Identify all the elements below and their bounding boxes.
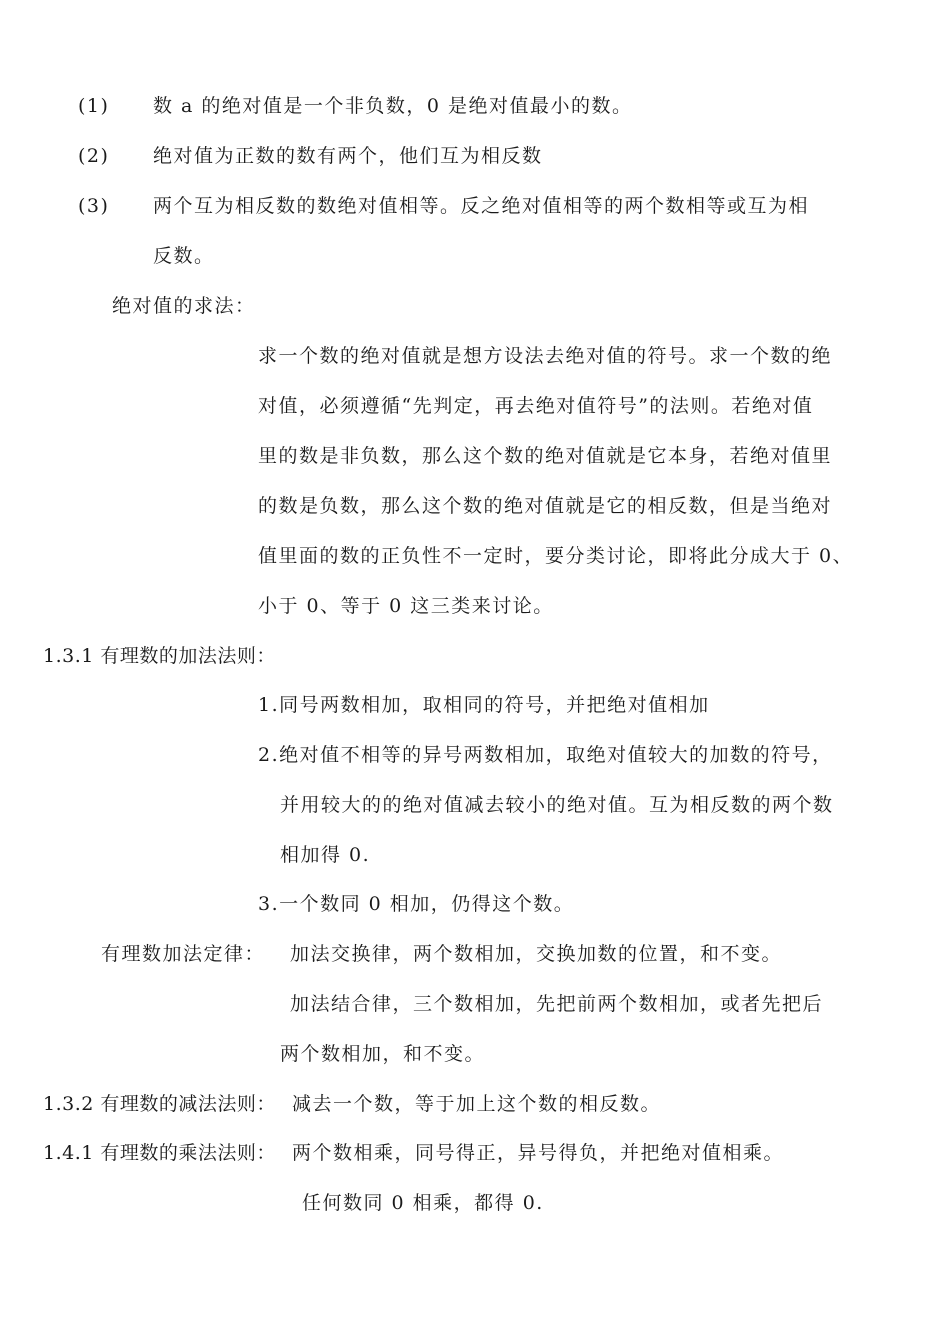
- list-item-2: 绝对值为正数的数有两个，他们互为相反数: [153, 145, 543, 167]
- list-number-3: (3): [78, 195, 110, 217]
- abs-method-line-6: 小于 0、等于 0 这三类来讨论。: [258, 595, 554, 617]
- list-number-1: (1): [78, 95, 110, 117]
- multiplication-rule: 两个数相乘，同号得正，异号得负，并把绝对值相乘。: [292, 1142, 785, 1164]
- addition-rule-2-line-2: 并用较大的的绝对值减去较小的绝对值。互为相反数的两个数: [280, 794, 834, 816]
- addition-rule-3: 3.一个数同 0 相加，仍得这个数。: [258, 893, 575, 915]
- multiplication-heading: 1.4.1 有理数的乘法法则：: [43, 1142, 276, 1164]
- abs-method-line-3: 里的数是非负数，那么这个数的绝对值就是它本身，若绝对值里: [258, 445, 833, 467]
- abs-method-heading: 绝对值的求法：: [112, 295, 256, 317]
- addition-heading: 1.3.1 有理数的加法法则：: [43, 645, 276, 667]
- list-item-1: 数 a 的绝对值是一个非负数，0 是绝对值最小的数。: [153, 95, 633, 117]
- associative-law-line-1: 加法结合律，三个数相加，先把前两个数相加，或者先把后: [290, 993, 824, 1015]
- addition-rule-2-line-1: 2.绝对值不相等的异号两数相加，取绝对值较大的加数的符号，: [258, 744, 833, 766]
- list-item-3-continuation: 反数。: [153, 245, 215, 267]
- abs-method-line-5: 值里面的数的正负性不一定时，要分类讨论，即将此分成大于 0、: [258, 545, 854, 567]
- addition-rule-1: 1.同号两数相加，取相同的符号，并把绝对值相加: [258, 694, 710, 716]
- abs-method-line-2: 对值，必须遵循“先判定，再去绝对值符号”的法则。若绝对值: [258, 395, 814, 417]
- list-number-2: (2): [78, 145, 110, 167]
- abs-method-line-1: 求一个数的绝对值就是想方设法去绝对值的符号。求一个数的绝: [258, 345, 833, 367]
- addition-laws-label: 有理数加法定律：: [101, 943, 266, 965]
- abs-method-line-4: 的数是负数，那么这个数的绝对值就是它的相反数，但是当绝对: [258, 495, 833, 517]
- list-item-3: 两个互为相反数的数绝对值相等。反之绝对值相等的两个数相等或互为相: [153, 195, 810, 217]
- commutative-law: 加法交换律，两个数相加，交换加数的位置，和不变。: [290, 943, 783, 965]
- associative-law-line-2: 两个数相加，和不变。: [280, 1043, 486, 1065]
- subtraction-heading: 1.3.2 有理数的减法法则：: [43, 1093, 276, 1115]
- multiplication-zero-rule: 任何数同 0 相乘，都得 0.: [302, 1192, 544, 1214]
- addition-rule-2-line-3: 相加得 0.: [280, 844, 371, 866]
- subtraction-rule: 减去一个数，等于加上这个数的相反数。: [292, 1093, 662, 1115]
